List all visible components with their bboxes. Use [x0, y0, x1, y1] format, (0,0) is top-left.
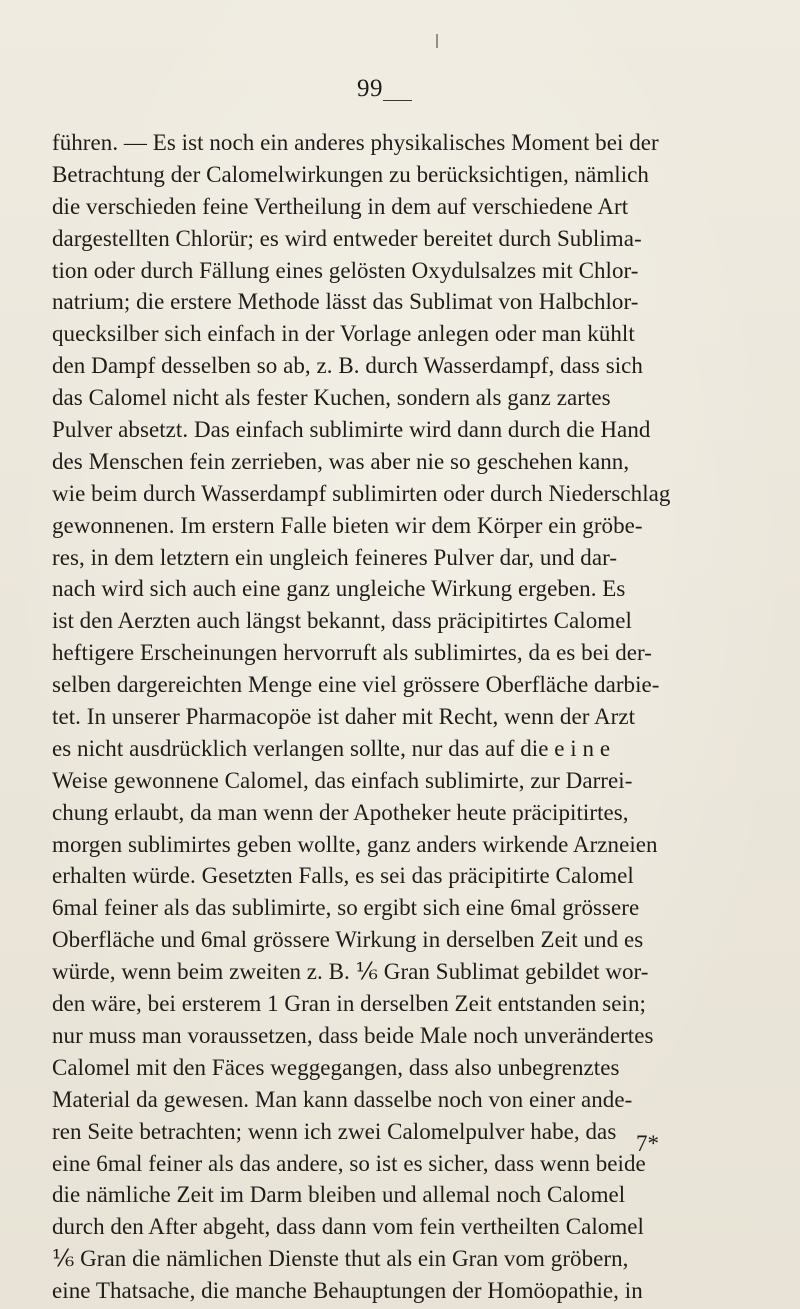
- text-line: die verschieden feine Vertheilung in dem auf verschiedene Art: [52, 193, 629, 219]
- text-line: Betrachtung der Calomelwirkungen zu berücksichtigen, nämlich: [52, 161, 649, 187]
- text-line: ren Seite betrachten; wenn ich zwei Calomelpulver habe, das: [52, 1118, 617, 1144]
- text-line: heftigere Erscheinungen hervorruft als sublimirtes, da es bei der-: [52, 640, 652, 666]
- text-line: Pulver absetzt. Das einfach sublimirte wird dann durch die Hand: [52, 417, 651, 443]
- text-line: chung erlaubt, da man wenn der Apotheker heute präcipitirtes,: [52, 799, 629, 825]
- text-line: tion oder durch Fällung eines gelösten Oxydulsalzes mit Chlor-: [52, 257, 639, 283]
- text-line: führen. — Es ist noch ein anderes physikalisches Moment bei der: [52, 130, 659, 155]
- text-line: quecksilber sich einfach in der Vorlage anlegen oder man kühlt: [52, 321, 635, 347]
- text-line: res, in dem letztern ein ungleich feineres Pulver dar, und dar-: [52, 544, 618, 570]
- text-line: ist den Aerzten auch längst bekannt, dass präcipitirtes Calomel: [52, 608, 632, 634]
- catchword: 7*: [636, 1131, 659, 1156]
- text-line: Material da gewesen. Man kann dasselbe noch von einer ande-: [52, 1086, 633, 1112]
- text-line: eine 6mal feiner als das andere, so ist es sicher, dass wenn beide: [52, 1150, 646, 1176]
- text-line: den wäre, bei ersterem 1 Gran in derselben Zeit entstanden sein;: [52, 991, 646, 1017]
- text-line: nur muss man voraussetzen, dass beide Male noch unverändertes: [52, 1022, 654, 1048]
- page-number-rule: [383, 100, 412, 101]
- text-line: Oberfläche und 6mal grössere Wirkung in derselben Zeit und es: [52, 927, 644, 953]
- text-line: eine Thatsache, die manche Behauptungen der Homöopathie, in: [52, 1278, 643, 1304]
- text-line: dargestellten Chlorür; es wird entweder bereitet durch Sublima-: [52, 225, 642, 251]
- text-line: die nämliche Zeit im Darm bleiben und allemal noch Calomel: [52, 1182, 626, 1208]
- page-number: 99: [357, 75, 383, 102]
- text-line: gewonnenen. Im erstern Falle bieten wir dem Körper ein gröbe-: [52, 512, 643, 538]
- text-line: morgen sublimirtes geben wollte, ganz anders wirkende Arzneien: [52, 831, 658, 857]
- text-line: würde, wenn beim zweiten z. B. ⅙ Gran Sublimat gebildet wor-: [52, 959, 649, 985]
- text-line: ⅙ Gran die nämlichen Dienste thut als ein Gran vom gröbern,: [52, 1246, 629, 1272]
- text-line: Weise gewonnene Calomel, das einfach sublimirte, zur Darrei-: [52, 767, 633, 793]
- text-line: das Calomel nicht als fester Kuchen, sondern als ganz zartes: [52, 385, 611, 411]
- text-line: natrium; die erstere Methode lässt das Sublimat von Halbchlor-: [52, 289, 639, 315]
- text-line: tet. In unserer Pharmacopöe ist daher mit Recht, wenn der Arzt: [52, 704, 636, 730]
- text-line: wie beim durch Wasserdampf sublimirten oder durch Niederschlag: [52, 480, 671, 506]
- text-line: selben dargereichten Menge eine viel grössere Oberfläche darbie-: [52, 672, 660, 698]
- text-line: den Dampf desselben so ab, z. B. durch Wasserdampf, dass sich: [52, 353, 643, 379]
- text-line: es nicht ausdrücklich verlangen sollte, nur das auf die e i n e: [52, 735, 611, 761]
- header-mark: [436, 34, 438, 48]
- text-line: nach wird sich auch eine ganz ungleiche Wirkung ergeben. Es: [52, 576, 626, 602]
- text-line: erhalten würde. Gesetzten Falls, es sei das präcipitirte Calomel: [52, 863, 634, 889]
- text-line: des Menschen fein zerrieben, was aber nie so geschehen kann,: [52, 448, 630, 474]
- text-line: 6mal feiner als das sublimirte, so ergibt sich eine 6mal grössere: [52, 895, 640, 921]
- text-line: Calomel mit den Fäces weggegangen, dass also unbegrenztes: [52, 1054, 620, 1080]
- text-line: durch den After abgeht, dass dann vom fein vertheilten Calomel: [52, 1214, 644, 1240]
